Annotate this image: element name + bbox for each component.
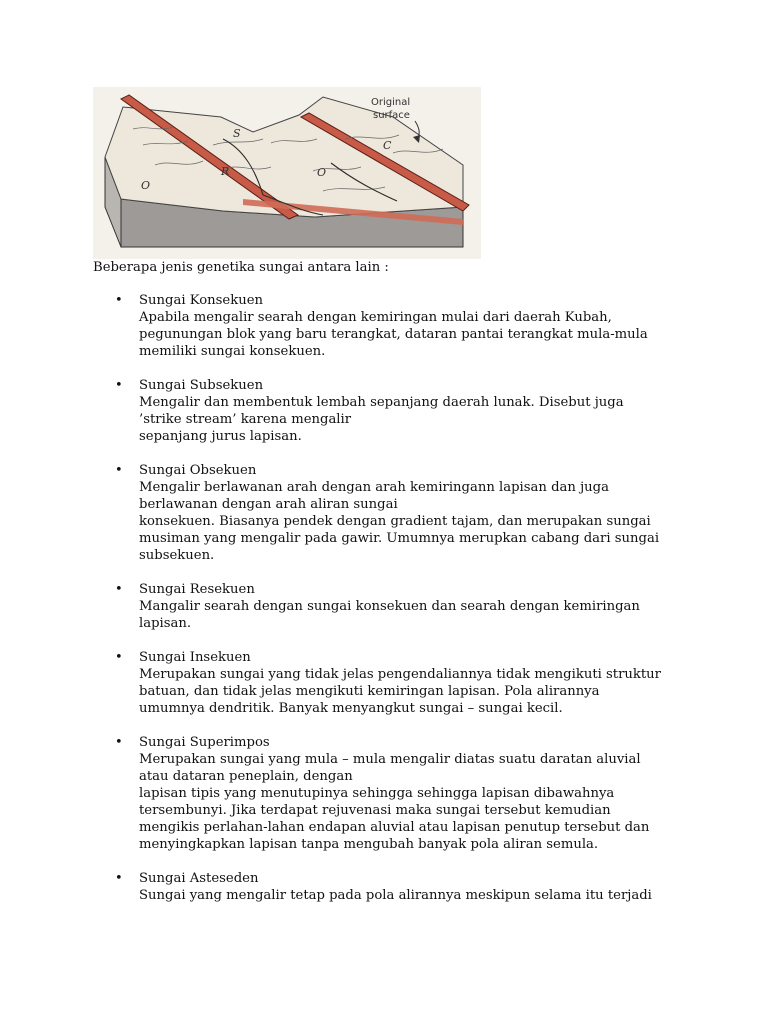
item-line: lapisan tipis yang menutupinya sehingga sehingga lapisan dibawahnya: [139, 786, 615, 801]
item-line: mengikis perlahan-lahan endapan aluvial atau lapisan penutup tersebut dan: [139, 820, 650, 835]
item-line: musiman yang mengalir pada gawir. Umumnya merupkan cabang dari sungai: [139, 531, 660, 546]
item-line: subsekuen.: [139, 548, 215, 563]
list-item: [93, 292, 693, 360]
item-line: atau dataran peneplain, dengan: [139, 769, 353, 784]
bullet-icon: •: [115, 735, 123, 750]
item-title: Sungai Superimpos: [139, 735, 270, 750]
item-line: pegunungan blok yang baru terangkat, dataran pantai terangkat mula-mula: [139, 327, 648, 342]
letter-c: C: [383, 139, 392, 152]
item-line: tersembunyi. Jika terdapat rejuvenasi maka sungai tersebut kemudian: [139, 803, 611, 818]
item-line: Sungai yang mengalir tetap pada pola alirannya meskipun selama itu terjadi: [139, 888, 652, 903]
item-title: Sungai Subsekuen: [139, 378, 264, 393]
item-title: Sungai Resekuen: [139, 582, 255, 597]
list-item: [93, 649, 693, 717]
list-item: [93, 870, 693, 904]
item-line: Mengalir berlawanan arah dengan arah kemiringann lapisan dan juga: [139, 480, 609, 495]
letter-o-right: O: [317, 166, 327, 179]
item-line: lapisan.: [139, 616, 192, 631]
list-item: [93, 581, 693, 632]
bullet-icon: •: [115, 650, 123, 665]
item-line: Apabila mengalir searah dengan kemiringan mulai dari daerah Kubah,: [139, 310, 612, 325]
item-title: Sungai Insekuen: [139, 650, 251, 665]
list-item: [93, 734, 693, 853]
river-type-list: [93, 292, 693, 921]
bullet-icon: •: [115, 871, 123, 886]
item-line: sepanjang jurus lapisan.: [139, 429, 302, 444]
bullet-icon: •: [115, 463, 123, 478]
item-line: Merupakan sungai yang tidak jelas pengendaliannya tidak mengikuti struktur: [139, 667, 661, 682]
river-genetics-block-diagram: [93, 87, 481, 259]
letter-r: R: [221, 165, 230, 178]
item-title: Sungai Konsekuen: [139, 293, 264, 308]
bullet-icon: •: [115, 293, 123, 308]
item-line: berlawanan dengan arah aliran sungai: [139, 497, 398, 512]
item-line: menyingkapkan lapisan tanpa mengubah banyak pola aliran semula.: [139, 837, 599, 852]
item-line: konsekuen. Biasanya pendek dengan gradient tajam, dan merupakan sungai: [139, 514, 651, 529]
block-diagram-svg: [93, 87, 481, 259]
item-line: umumnya dendritik. Banyak menyangkut sungai – sungai kecil.: [139, 701, 563, 716]
item-title: Sungai Asteseden: [139, 871, 259, 886]
item-title: Sungai Obsekuen: [139, 463, 257, 478]
item-line: Mangalir searah dengan sungai konsekuen dan searah dengan kemiringan: [139, 599, 640, 614]
list-item: [93, 377, 693, 445]
letter-s: S: [233, 127, 241, 140]
bullet-icon: •: [115, 378, 123, 393]
item-line: Merupakan sungai yang mula – mula mengalir diatas suatu daratan aluvial: [139, 752, 641, 767]
letter-o-left: O: [141, 179, 151, 192]
item-line: Mengalir dan membentuk lembah sepanjang daerah lunak. Disebut juga: [139, 395, 624, 410]
list-item: [93, 462, 693, 564]
item-line: ’strike stream’ karena mengalir: [139, 412, 352, 427]
intro-text: Beberapa jenis genetika sungai antara lain :: [93, 260, 389, 275]
item-line: memiliki sungai konsekuen.: [139, 344, 326, 359]
original-surface-label-line2: surface: [373, 110, 410, 121]
original-surface-label-line1: Original: [371, 97, 411, 108]
item-line: batuan, dan tidak jelas mengikuti kemiringan lapisan. Pola alirannya: [139, 684, 600, 699]
bullet-icon: •: [115, 582, 123, 597]
